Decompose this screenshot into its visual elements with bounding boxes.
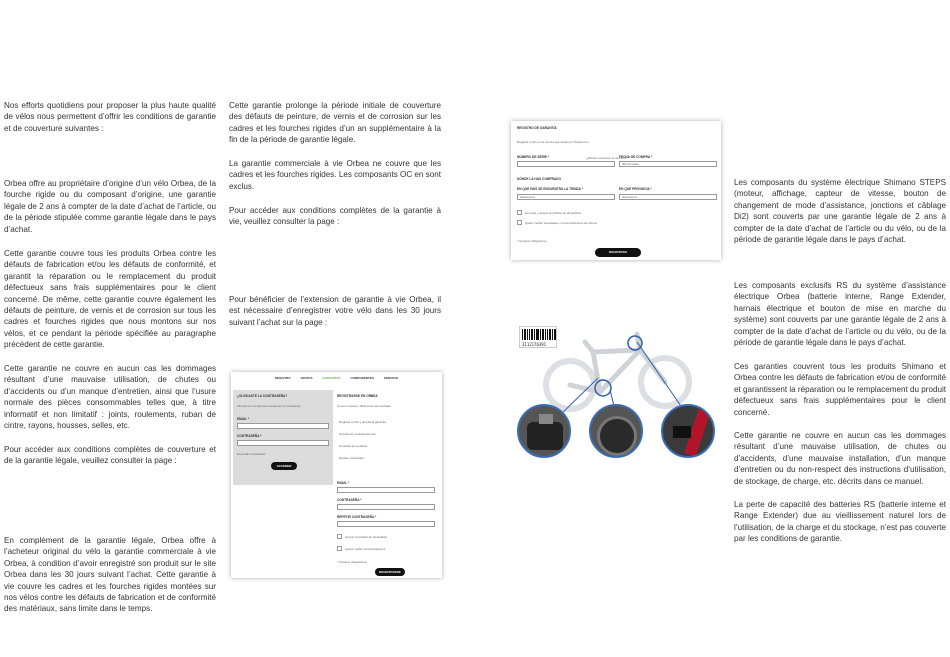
password-label: CONTRASEÑA *: [237, 434, 262, 438]
date-input[interactable]: dd/mm/aaaa: [619, 161, 717, 167]
register-title: REGISTRARSE EN ORBEA: [337, 394, 378, 398]
bike-components-image: [515, 320, 720, 460]
checkbox[interactable]: [337, 546, 342, 551]
serial-hint-link[interactable]: ¿Dónde encuentro el número?: [586, 156, 627, 160]
province-label: EN QUÉ PROVINCIA *: [619, 187, 652, 191]
lifetime-warranty-screenshot: [231, 372, 442, 578]
paragraph: La perte de capacité des batteries RS (batterie interne et Range Extender) due au vieillissement naturel lors de l’utilisation, de la charge et du stockage, n’est pas couverte par les conditions de garantie.: [734, 500, 946, 544]
paragraph: Pour accéder aux conditions complètes de la garantie à vie, veuillez consulter la page :: [229, 206, 441, 227]
required-note: * Campos obligatorios: [517, 239, 547, 243]
paragraph: Nos efforts quotidiens pour proposer la plus haute qualité de vélos nous permettent d’offrir les conditions de garantie et de couverture suivantes :: [4, 101, 216, 133]
nav-item[interactable]: GARANTÍAS: [322, 376, 341, 380]
zoom-detail-motor: [517, 404, 571, 458]
nav-item[interactable]: VENTAS: [300, 376, 313, 380]
zoom-detail-battery: [661, 404, 715, 458]
benefit-item: Recibe novedades: [339, 456, 364, 460]
login-intro: Introduce tu email para recuperar tu contraseña.: [237, 404, 302, 408]
repeat-password-input[interactable]: [337, 521, 435, 527]
register-panel: [335, 390, 439, 578]
site-nav: [231, 372, 442, 384]
paragraph: En complément de la garantie légale, Orbea offre à l’acheteur original du vélo la garantie commerciale à vie Orbea, à condition d’avoir enregistré son produit sur le site Orbea dans les 30 jours suivant l’achat. Cette garantie à vie couvre les cadres et les fourches rigides montées sur nos vélos contre les défauts de fabrication et de conformité des matériaux, sans limite dans le temps.: [4, 536, 216, 614]
checkbox-label: He leído y acepto la política de privacidad: [525, 211, 581, 215]
checkbox[interactable]: [517, 210, 522, 215]
register-email-input[interactable]: [337, 487, 435, 493]
country-select[interactable]: Selecciona: [517, 194, 615, 200]
register-intro: Crea tu cuenta y disfruta de las ventajas:: [337, 404, 392, 408]
register-button[interactable]: REGISTRAR: [595, 248, 641, 257]
zoom-detail-chainring: [589, 404, 643, 458]
benefit-item: Consulta tus pedidos: [339, 444, 368, 448]
checkbox-label: Quiero recibir novedades y comunicaciones de Orbea: [525, 221, 597, 225]
email-label: EMAIL *: [237, 417, 249, 421]
where-title: DÓNDE LA HAS COMPRADO: [517, 177, 561, 181]
remember-label[interactable]: Recordar contraseña: [237, 452, 266, 456]
nav-item[interactable]: REGISTRO: [274, 376, 291, 380]
checkbox-label: Quiero recibir comunicaciones: [345, 547, 386, 551]
checkbox[interactable]: [337, 534, 342, 539]
province-select[interactable]: Selecciona: [619, 194, 717, 200]
login-panel: [233, 390, 333, 485]
benefit-item: Registra tu bici y amplía la garantía: [339, 420, 387, 424]
paragraph: Cette garantie couvre tous les produits Orbea contre les défauts de fabrication et/ou les défauts de conformité, et garantit la réparation ou le remplacement du produit défectueux sans frais supplémentaires pour le client concerné. De même, cette garantie couvre également les défauts de peinture, de vernis et de corrosion sur tous les cadres et fourches rigides que nous montons sur nos vélos, et ce pendant la période spécifiée au paragraphe précédent de cette garantie.: [4, 249, 216, 350]
checkbox-label: Acepto la política de privacidad: [345, 535, 387, 539]
register-button[interactable]: REGISTRARSE: [375, 568, 405, 576]
email-input[interactable]: [237, 423, 329, 429]
password-input[interactable]: [237, 440, 329, 446]
paragraph: Pour bénéficier de l’extension de garantie à vie Orbea, il est nécessaire d’enregistrer votre vélo dans les 30 jours suivant l’achat sur la page :: [229, 295, 441, 327]
paragraph: Cette garantie prolonge la période initiale de couverture des défauts de peinture, de vernis et de corrosion sur les cadres et les fourches rigides d’un an supplémentaire à la fin de la période de garantie légale.: [229, 101, 441, 145]
checkbox[interactable]: [517, 220, 522, 225]
paragraph: Les composants exclusifs RS du système d’assistance électrique Orbea (batterie interne, Range Extender, harnais électrique et bouton de mise en marche du système) sont couverts par une garantie légale de 2 ans à compter de la date d’achat de l’article ou du vélo, ou de la période de garantie légale dans le pays d’achat.: [734, 281, 946, 348]
required-note: * Campos obligatorios: [337, 560, 367, 564]
nav-item[interactable]: COMPONENTES: [350, 376, 374, 380]
paragraph: Ces garanties couvrent tous les produits Shimano et Orbea contre les défauts de fabrication et/ou de conformité et garantissent la réparation ou le remplacement du produit défectueux sans frais supplémentaires pour le client concerné.: [734, 362, 946, 417]
paragraph: Pour accéder aux conditions complètes de couverture et de la garantie légale, veuillez consulter la page :: [4, 445, 216, 466]
barcode-number: 3112176391: [522, 342, 547, 347]
serial-input[interactable]: [517, 161, 615, 167]
text-column-3: [734, 0, 946, 657]
serial-label: NÚMERO DE SERIE *: [517, 155, 550, 159]
paragraph: Orbea offre au propriétaire d’origine d’un vélo Orbea, de la fourche rigide ou du composant d’origine, une garantie légale de 2 ans à compter de la date d’achat de l’article, ou de la période stipulée comme garantie légale dans le pays d’achat.: [4, 179, 216, 234]
paragraph: Cette garantie ne couvre en aucun cas les dommages résultant d’une mauvaise utilisation, de chutes ou d’accidents, d’une mauvaise installation, d’un manque d’entretien ou du non-respect des instructions d’utilisation, de stockage, de charge, etc. décrits dans ce manuel.: [734, 431, 946, 486]
nav-item[interactable]: SERVICIO: [383, 376, 399, 380]
password-label: CONTRASEÑA *: [337, 498, 362, 502]
paragraph: Les composants du système électrique Shimano STEPS (moteur, affichage, capteur de vitesse, bouton de changement de mode d’assistance, jonctions et câblage Di2) sont couverts par une garantie légale de 2 ans à compter de la date d’achat de l’article ou du vélo, ou de la période de garantie légale dans le pays d’achat.: [734, 178, 946, 245]
repeat-password-label: REPETIR CONTRASEÑA *: [337, 515, 377, 519]
paragraph: La garantie commerciale à vie Orbea ne couvre que les cadres et les fourches rigides. Les composants OC en sont exclus.: [229, 159, 441, 191]
form-title: REGISTRO DE GARANTÍA: [517, 126, 557, 130]
register-password-input[interactable]: [337, 504, 435, 510]
country-label: EN QUÉ PAÍS SE ENCUENTRA LA TIENDA *: [517, 187, 583, 191]
benefit-item: Guarda tus configuraciones: [339, 432, 376, 436]
date-label: FECHA DE COMPRA *: [619, 155, 653, 159]
login-button[interactable]: ACCEDER: [271, 462, 297, 470]
email-label: EMAIL *: [337, 481, 349, 485]
warranty-registration-screenshot: [511, 121, 721, 260]
text-column-1: [4, 0, 216, 657]
login-title: ¿OLVIDASTE LA CONTRASEÑA?: [237, 394, 288, 398]
form-intro: Registra tu bici en la cuenta que tienes en Orbea.com.: [517, 140, 590, 144]
paragraph: Cette garantie ne couvre en aucun cas les dommages résultant d’une mauvaise utilisation, de chutes ou d’accidents ou d’un manque d’entretien, ainsi que l’usure normale des pièces consommables telles que, à titre informatif et non limitatif : joints, roulements, ruban de cintre, rayons, housses, selles, etc.: [4, 364, 216, 431]
